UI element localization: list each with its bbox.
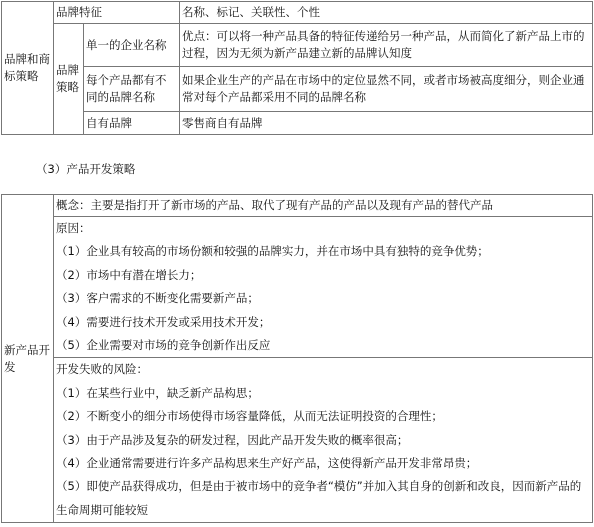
strategy-desc: 优点：可以将一种产品具备的特征传递给另一种产品，从而简化了新产品上市的过程，因为无须为新产品建立新的品牌认知度	[180, 24, 593, 67]
risk-item: （2）不断变小的细分市场使得市场容量降低，从而无法证明投资的合理性；	[56, 409, 443, 424]
strategy-name: 单一的企业名称	[84, 24, 180, 67]
section-caption: （3）产品开发策略	[36, 162, 136, 176]
reason-item: （3）客户需求的不断变化需要新产品；	[56, 291, 259, 306]
product-development-table	[1, 194, 593, 523]
strategy-desc: 零售商自有品牌	[180, 112, 593, 135]
reason-item: （4）需要进行技术开发或采用技术开发；	[56, 314, 271, 329]
risk-item: （1）在某些行业中，缺乏新产品构思；	[56, 385, 259, 400]
strategy-name: 自有品牌	[84, 112, 180, 135]
brand-feature-value: 名称、标记、关联性、个性	[180, 2, 593, 24]
strategy-name: 每个产品都有不同的品牌名称	[84, 67, 180, 112]
reasons-title: 原因：	[56, 221, 91, 235]
product-row-header: 新产品开发	[2, 195, 54, 523]
brand-strategy-label: 品牌策略	[54, 24, 84, 135]
brand-feature-label: 品牌特征	[54, 2, 180, 24]
reasons-cell	[54, 217, 593, 358]
risks-title: 开发失败的风险：	[56, 362, 148, 377]
risks-cell	[54, 358, 593, 523]
reason-item: （2）市场中有潜在增长力；	[56, 267, 202, 282]
reason-item: （5）企业需要对市场的竞争创新作出反应	[56, 337, 271, 352]
brand-strategy-table	[1, 1, 593, 135]
concept-text: 概念：主要是指打开了新市场的产品、取代了现有产品的产品以及现有产品的替代产品	[54, 195, 593, 217]
risk-item: （4）企业通常需要进行许多产品构思来生产好产品，这使得新产品开发非常昂贵；	[56, 455, 478, 470]
risk-item: （3）由于产品涉及复杂的研发过程，因此产品开发失败的概率很高；	[56, 432, 409, 447]
risk-item: （5）即使产品获得成功，但是由于被市场中的竞争者“模仿”并加入其自身的创新和改良，因而新产品的生命周期可能较短	[56, 479, 582, 517]
strategy-desc: 如果企业生产的产品在市场中的定位显然不同，或者市场被高度细分，则企业通常对每个产品都采用不同的品牌名称	[180, 67, 593, 112]
brand-row-header: 品牌和商标策略	[2, 2, 54, 135]
reason-item: （1）企业具有较高的市场份额和较强的品牌实力，并在市场中具有独特的竞争优势；	[56, 244, 489, 259]
